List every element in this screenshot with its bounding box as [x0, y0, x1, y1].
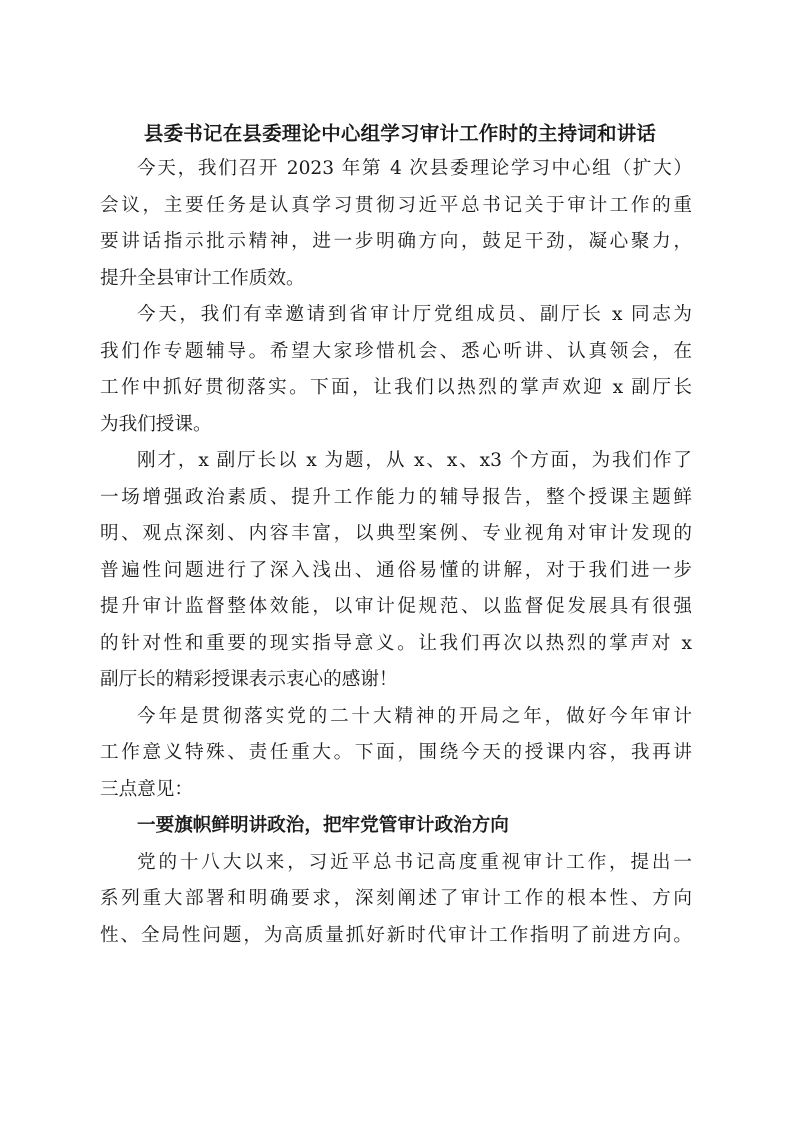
paragraph-line: 今年是贯彻落实党的二十大精神的开局之年，做好今年审计	[137, 705, 692, 727]
paragraph-line: 会议，主要任务是认真学习贯彻习近平总书记关于审计工作的重	[100, 194, 692, 216]
document-title: 县委书记在县委理论中心组学习审计工作时的主持词和讲话	[143, 122, 657, 145]
paragraph-line: 一场增强政治素质、提升工作能力的辅导报告，整个授课主题鲜	[100, 486, 692, 508]
section-heading: 一要旗帜鲜明讲政治，把牢党管审计政治方向	[137, 815, 509, 836]
paragraph-line: 要讲话指示批示精神，进一步明确方向，鼓足干劲，凝心聚力，	[100, 231, 692, 252]
paragraph-line: 工作中抓好贯彻落实。下面，让我们以热烈的掌声欢迎 x 副厅长	[100, 377, 692, 398]
paragraph-line: 今天，我们有幸邀请到省审计厅党组成员、副厅长 x 同志为	[137, 304, 692, 325]
paragraph-line: 普遍性问题进行了深入浅出、通俗易懂的讲解，对于我们进一步	[100, 559, 692, 581]
paragraph-line: 提升审计监督整体效能，以审计促规范、以监督促发展具有很强	[100, 596, 692, 617]
paragraph-line: 系列重大部署和明确要求，深刻阐述了审计工作的根本性、方向	[100, 888, 692, 909]
paragraph-line: 提升全县审计工作质效。	[100, 267, 305, 289]
paragraph-line: 今天，我们召开 2023 年第 4 次县委理论学习中心组（扩大）	[137, 158, 692, 179]
paragraph-line: 性、全局性问题，为高质量抓好新时代审计工作指明了前进方向。	[100, 924, 692, 946]
paragraph-line: 我们作专题辅导。希望大家珍惜机会、悉心听讲、认真领会，在	[100, 340, 692, 362]
paragraph-line: 明、观点深刻、内容丰富，以典型案例、专业视角对审计发现的	[100, 523, 692, 544]
paragraph-line: 刚才，x 副厅长以 x 为题，从 x、x、x3 个方面，为我们作了	[137, 450, 692, 471]
paragraph-line: 工作意义特殊、责任重大。下面，围绕今天的授课内容，我再讲	[100, 742, 692, 763]
paragraph-line: 副厅长的精彩授课表示衷心的感谢！	[100, 669, 398, 690]
document-body	[100, 151, 692, 954]
paragraph-line: 党的十八大以来，习近平总书记高度重视审计工作，提出一	[137, 851, 692, 873]
paragraph-line: 为我们授课。	[100, 413, 212, 435]
paragraph-line: 的针对性和重要的现实指导意义。让我们再次以热烈的掌声对 x	[100, 632, 692, 654]
paragraph-line: 三点意见：	[100, 778, 193, 800]
